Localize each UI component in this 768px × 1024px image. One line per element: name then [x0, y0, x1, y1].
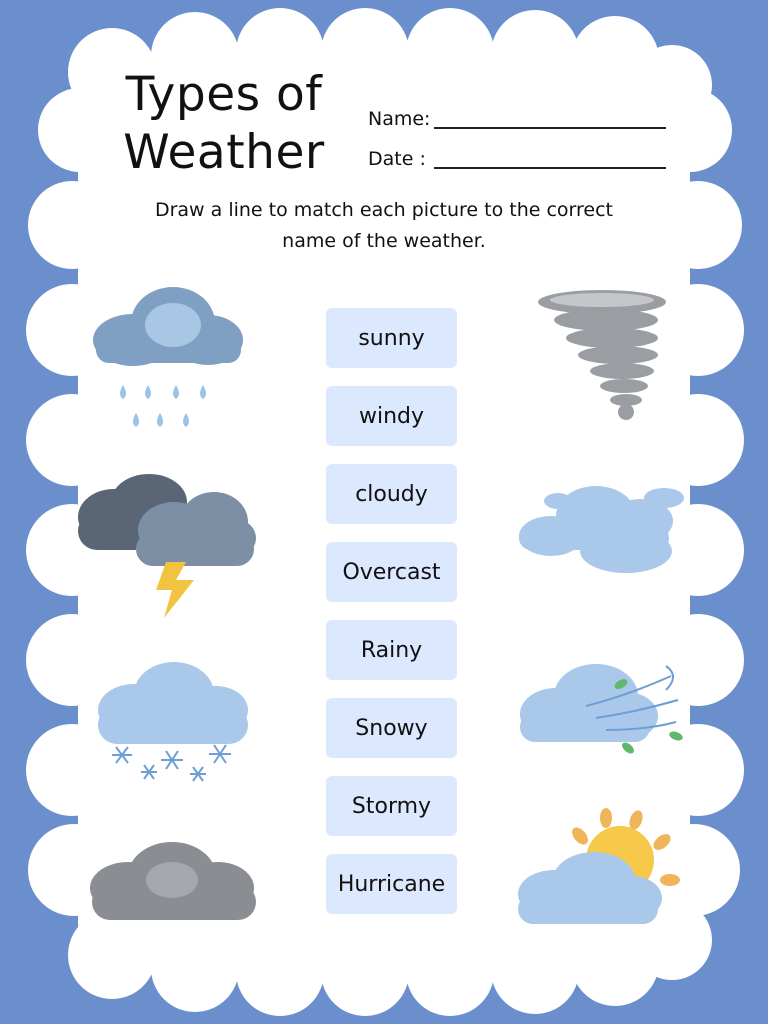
worksheet-title — [104, 66, 344, 182]
instructions-line-1: Draw a line to match each picture to the correct — [154, 199, 614, 221]
word-box-snowy[interactable]: Snowy — [326, 698, 457, 758]
storm-cloud-icon[interactable] — [74, 472, 259, 622]
word-box-rainy[interactable]: Rainy — [326, 620, 457, 680]
name-underline[interactable] — [434, 127, 666, 129]
date-underline[interactable] — [434, 167, 666, 169]
title-line-1: Types of — [125, 67, 323, 122]
word-box-stormy[interactable]: Stormy — [326, 776, 457, 836]
word-box-hurricane[interactable]: Hurricane — [326, 854, 457, 914]
instructions-line-2: name of the weather. — [282, 230, 486, 252]
clouds-icon[interactable] — [516, 476, 688, 576]
name-field[interactable] — [368, 108, 430, 130]
word-box-overcast[interactable]: Overcast — [326, 542, 457, 602]
word-box-windy[interactable]: windy — [326, 386, 457, 446]
instructions — [120, 195, 648, 257]
overcast-cloud-icon[interactable] — [88, 838, 260, 928]
name-label: Name: — [368, 108, 431, 130]
date-label: Date : — [368, 148, 426, 170]
rainy-cloud-icon[interactable] — [88, 285, 248, 435]
title-line-2: Weather — [123, 125, 325, 180]
word-box-sunny[interactable]: sunny — [326, 308, 457, 368]
date-field[interactable] — [368, 148, 426, 170]
sun-cloud-icon[interactable] — [514, 808, 686, 933]
windy-cloud-icon[interactable] — [516, 656, 688, 761]
word-box-cloudy[interactable]: cloudy — [326, 464, 457, 524]
tornado-icon[interactable] — [536, 288, 670, 428]
snow-cloud-icon[interactable] — [94, 660, 254, 790]
